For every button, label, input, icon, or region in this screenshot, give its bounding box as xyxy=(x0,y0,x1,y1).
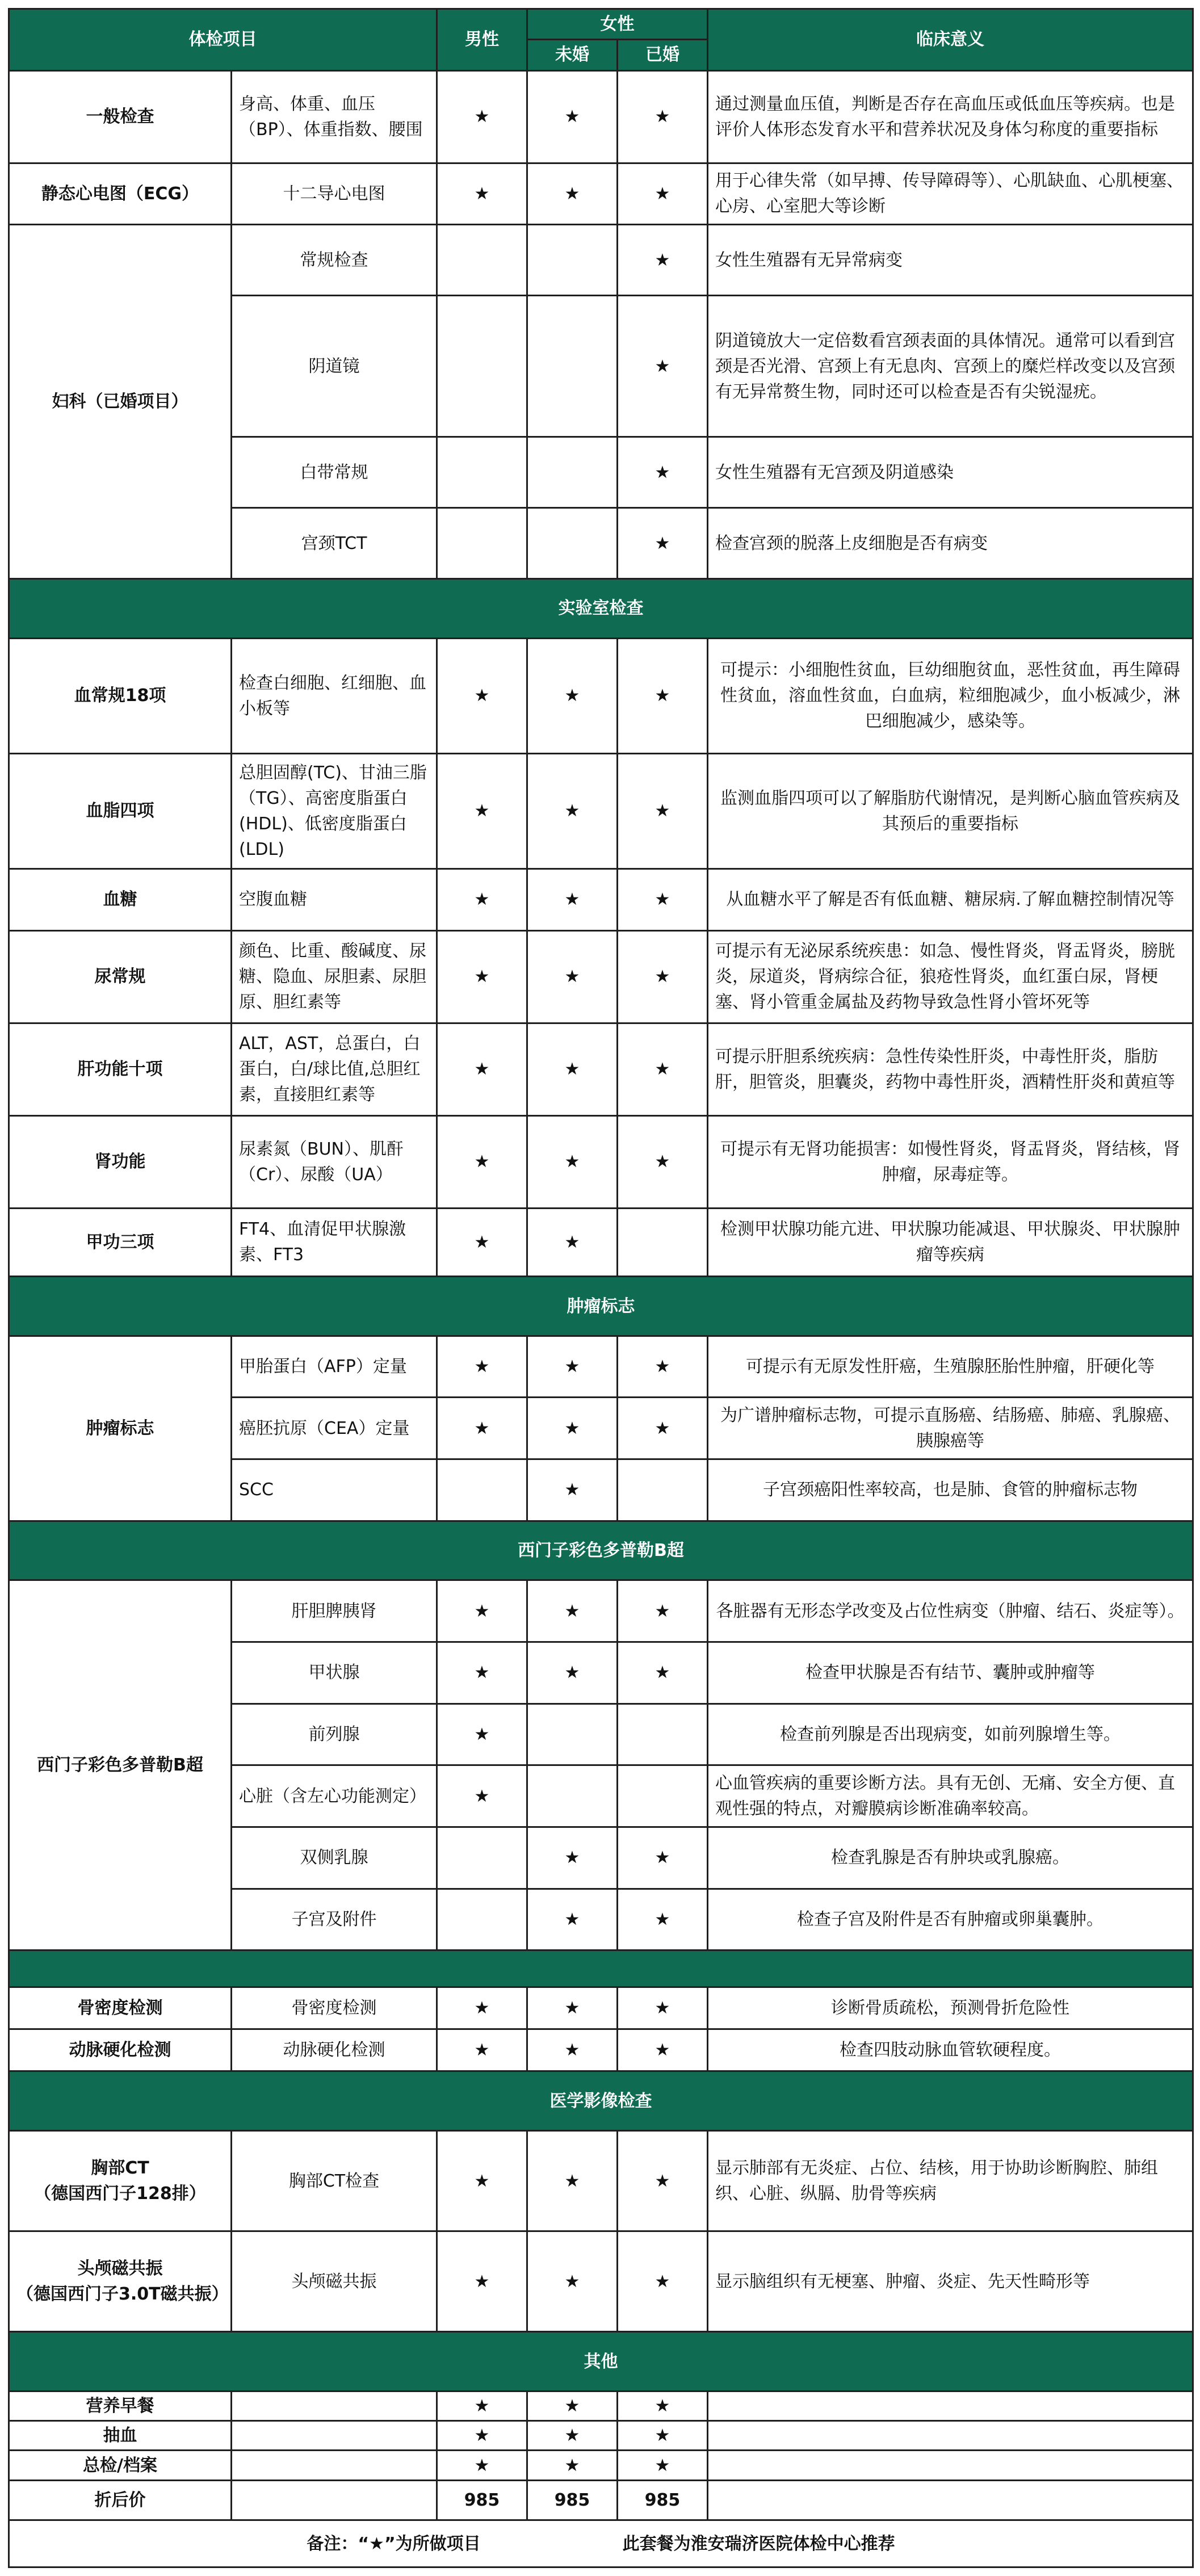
exam-name xyxy=(9,2131,232,2231)
mark-married: ★ xyxy=(618,225,708,296)
mark-unmarried: ★ xyxy=(527,1459,618,1521)
mark-unmarried: ★ xyxy=(527,1827,618,1889)
exam-name: 骨密度检测 xyxy=(9,1987,232,2029)
exam-item: 常规检查 xyxy=(232,225,437,296)
mark-married: ★ xyxy=(618,1827,708,1889)
row-price xyxy=(9,2480,1193,2520)
clinical-meaning xyxy=(708,2480,1193,2520)
mark-unmarried: ★ xyxy=(527,2029,618,2071)
mark-married: ★ xyxy=(618,1115,708,1208)
mark-male: ★ xyxy=(437,1987,527,2029)
recommend-note: 此套餐为淮安瑞济医院体检中心推荐 xyxy=(622,2533,895,2554)
exam-item: 宫颈TCT xyxy=(232,508,437,579)
mark-unmarried: ★ xyxy=(527,2451,618,2480)
section-other: 其他 xyxy=(9,2332,1193,2392)
row-us-1 xyxy=(9,1580,1193,1642)
exam-item: 子宫及附件 xyxy=(232,1889,437,1950)
mark-unmarried: ★ xyxy=(527,1987,618,2029)
mark-male: ★ xyxy=(437,2231,527,2332)
exam-item: 动脉硬化检测 xyxy=(232,2029,437,2071)
exam-item: 尿素氮（BUN）、肌酐（Cr）、尿酸（UA） xyxy=(232,1115,437,1208)
exam-item: 肝胆脾胰肾 xyxy=(232,1580,437,1642)
row-ct xyxy=(9,2131,1193,2231)
row-mri xyxy=(9,2231,1193,2332)
mark-male: ★ xyxy=(437,2421,527,2451)
mark-married: ★ xyxy=(618,2391,708,2420)
mark-male: ★ xyxy=(437,2131,527,2231)
row-gyn-1 xyxy=(9,225,1193,296)
clinical-meaning: 可提示有无肾功能损害：如慢性肾炎，肾盂肾炎，肾结核，肾肿瘤，尿毒症等。 xyxy=(708,1115,1193,1208)
mark-male: ★ xyxy=(437,1336,527,1398)
mark-married: ★ xyxy=(618,437,708,508)
exam-item xyxy=(232,2391,437,2420)
mark-married: ★ xyxy=(618,930,708,1023)
mark-married xyxy=(618,1459,708,1521)
mark-unmarried: ★ xyxy=(527,638,618,753)
mark-unmarried: ★ xyxy=(527,1336,618,1398)
mark-married: ★ xyxy=(618,2029,708,2071)
exam-item: 心脏（含左心功能测定） xyxy=(232,1765,437,1827)
clinical-meaning: 检查甲状腺是否有结节、囊肿或肿瘤等 xyxy=(708,1642,1193,1704)
exam-item: 检查白细胞、红细胞、血小板等 xyxy=(232,638,437,753)
mark-married: ★ xyxy=(618,2231,708,2332)
exam-name: 血脂四项 xyxy=(9,753,232,869)
exam-name: 肾功能 xyxy=(9,1115,232,1208)
mark-married: ★ xyxy=(618,70,708,163)
section-blank xyxy=(9,1950,1193,1987)
clinical-meaning: 检查前列腺是否出现病变，如前列腺增生等。 xyxy=(708,1704,1193,1765)
row-glucose xyxy=(9,869,1193,930)
mark-unmarried: ★ xyxy=(527,163,618,225)
row-bone xyxy=(9,1987,1193,2029)
mark-married: ★ xyxy=(618,1023,708,1115)
mark-male xyxy=(437,508,527,579)
section-tumor: 肿瘤标志 xyxy=(9,1277,1193,1336)
mark-male: ★ xyxy=(437,1642,527,1704)
mark-married: ★ xyxy=(618,295,708,437)
mark-unmarried: ★ xyxy=(527,1398,618,1459)
mark-unmarried xyxy=(527,295,618,437)
mark-married: ★ xyxy=(618,163,708,225)
exam-item: 甲胎蛋白（AFP）定量 xyxy=(232,1336,437,1398)
price-married: 985 xyxy=(618,2480,708,2520)
exam-name-line2: （德国西门子3.0T磁共振） xyxy=(16,2284,229,2305)
mark-unmarried: ★ xyxy=(527,869,618,930)
exam-item: 双侧乳腺 xyxy=(232,1827,437,1889)
exam-item: 身高、体重、血压（BP）、体重指数、腰围 xyxy=(232,70,437,163)
checkup-package-table xyxy=(8,8,1194,2568)
mark-married: ★ xyxy=(618,753,708,869)
mark-unmarried xyxy=(527,1765,618,1827)
clinical-meaning: 女性生殖器有无异常病变 xyxy=(708,225,1193,296)
row-breakfast xyxy=(9,2391,1193,2420)
exam-item: 十二导心电图 xyxy=(232,163,437,225)
section-lab: 实验室检查 xyxy=(9,578,1193,638)
exam-item: ALT，AST，总蛋白，白蛋白，白/球比值,总胆红素，直接胆红素等 xyxy=(232,1023,437,1115)
mark-married: ★ xyxy=(618,1642,708,1704)
exam-name: 西门子彩色多普勒B超 xyxy=(9,1580,232,1950)
exam-item: 头颅磁共振 xyxy=(232,2231,437,2332)
exam-name: 血糖 xyxy=(9,869,232,930)
clinical-meaning: 阴道镜放大一定倍数看宫颈表面的具体情况。通常可以看到宫颈是否光滑、宫颈上有无息肉、宫颈上的糜烂样改变以及宫颈有无异常赘生物，同时还可以检查是否有尖锐湿疣。 xyxy=(708,295,1193,437)
exam-item: 阴道镜 xyxy=(232,295,437,437)
header-meaning: 临床意义 xyxy=(708,9,1193,71)
clinical-meaning: 检查乳腺是否有肿块或乳腺癌。 xyxy=(708,1827,1193,1889)
mark-married: ★ xyxy=(618,2421,708,2451)
mark-male xyxy=(437,1827,527,1889)
mark-male: ★ xyxy=(437,2029,527,2071)
mark-married: ★ xyxy=(618,1336,708,1398)
mark-unmarried: ★ xyxy=(527,2131,618,2231)
mark-male: ★ xyxy=(437,70,527,163)
row-lipid xyxy=(9,753,1193,869)
clinical-meaning: 各脏器有无形态学改变及占位性病变（肿瘤、结石、炎症等）。 xyxy=(708,1580,1193,1642)
clinical-meaning: 女性生殖器有无宫颈及阴道感染 xyxy=(708,437,1193,508)
exam-name: 甲功三项 xyxy=(9,1208,232,1277)
mark-unmarried: ★ xyxy=(527,1642,618,1704)
mark-male: ★ xyxy=(437,753,527,869)
mark-unmarried xyxy=(527,1704,618,1765)
mark-married xyxy=(618,1765,708,1827)
mark-male: ★ xyxy=(437,638,527,753)
mark-male: ★ xyxy=(437,869,527,930)
clinical-meaning: 可提示肝胆系统疾病：急性传染性肝炎，中毒性肝炎，脂肪肝，胆管炎，胆囊炎，药物中毒性肝炎，酒精性肝炎和黄疸等 xyxy=(708,1023,1193,1115)
mark-married: ★ xyxy=(618,1889,708,1950)
mark-unmarried: ★ xyxy=(527,1115,618,1208)
clinical-meaning: 心血管疾病的重要诊断方法。具有无创、无痛、安全方便、直观性强的特点，对瓣膜病诊断准确率较高。 xyxy=(708,1765,1193,1827)
header-married: 已婚 xyxy=(618,40,708,70)
exam-item: 胸部CT检查 xyxy=(232,2131,437,2231)
mark-unmarried: ★ xyxy=(527,1580,618,1642)
exam-item: SCC xyxy=(232,1459,437,1521)
exam-item: 前列腺 xyxy=(232,1704,437,1765)
mark-married xyxy=(618,1208,708,1277)
exam-item: FT4、血清促甲状腺激素、FT3 xyxy=(232,1208,437,1277)
mark-male xyxy=(437,295,527,437)
mark-married xyxy=(618,1704,708,1765)
section-imaging: 医学影像检查 xyxy=(9,2071,1193,2131)
mark-married: ★ xyxy=(618,1987,708,2029)
mark-male: ★ xyxy=(437,1580,527,1642)
mark-male: ★ xyxy=(437,163,527,225)
clinical-meaning: 用于心律失常（如早搏、传导障碍等）、心肌缺血、心肌梗塞、心房、心室肥大等诊断 xyxy=(708,163,1193,225)
row-artery xyxy=(9,2029,1193,2071)
mark-unmarried xyxy=(527,508,618,579)
exam-name-line2: （德国西门子128排） xyxy=(34,2184,206,2204)
exam-item: 颜色、比重、酸碱度、尿糖、隐血、尿胆素、尿胆原、胆红素等 xyxy=(232,930,437,1023)
price-label: 折后价 xyxy=(9,2480,232,2520)
mark-married: ★ xyxy=(618,508,708,579)
mark-unmarried: ★ xyxy=(527,1208,618,1277)
row-tumor-1 xyxy=(9,1336,1193,1398)
clinical-meaning: 诊断骨质疏松，预测骨折危险性 xyxy=(708,1987,1193,2029)
mark-unmarried: ★ xyxy=(527,2231,618,2332)
mark-male: ★ xyxy=(437,1704,527,1765)
mark-married: ★ xyxy=(618,2131,708,2231)
mark-married: ★ xyxy=(618,2451,708,2480)
legend-note: 备注：“★”为所做项目 xyxy=(307,2533,481,2554)
mark-unmarried xyxy=(527,437,618,508)
mark-male xyxy=(437,225,527,296)
mark-unmarried xyxy=(527,225,618,296)
exam-item: 甲状腺 xyxy=(232,1642,437,1704)
exam-name-line1: 头颅磁共振 xyxy=(77,2259,163,2279)
exam-name: 肝功能十项 xyxy=(9,1023,232,1115)
clinical-meaning: 为广谱肿瘤标志物，可提示直肠癌、结肠癌、肺癌、乳腺癌、胰腺癌等 xyxy=(708,1398,1193,1459)
mark-male: ★ xyxy=(437,2391,527,2420)
mark-male xyxy=(437,437,527,508)
exam-item: 癌胚抗原（CEA）定量 xyxy=(232,1398,437,1459)
exam-name: 静态心电图（ECG） xyxy=(9,163,232,225)
mark-unmarried: ★ xyxy=(527,1889,618,1950)
mark-married: ★ xyxy=(618,869,708,930)
clinical-meaning: 子宫颈癌阳性率较高，也是肺、食管的肿瘤标志物 xyxy=(708,1459,1193,1521)
mark-male: ★ xyxy=(437,1023,527,1115)
mark-male xyxy=(437,1459,527,1521)
exam-name: 妇科（已婚项目） xyxy=(9,225,232,579)
clinical-meaning xyxy=(708,2421,1193,2451)
footer-note xyxy=(9,2520,1193,2567)
clinical-meaning: 检查子宫及附件是否有肿瘤或卵巢囊肿。 xyxy=(708,1889,1193,1950)
clinical-meaning xyxy=(708,2391,1193,2420)
mark-married: ★ xyxy=(618,1398,708,1459)
price-male: 985 xyxy=(437,2480,527,2520)
clinical-meaning: 检查四肢动脉血管软硬程度。 xyxy=(708,2029,1193,2071)
mark-male: ★ xyxy=(437,1765,527,1827)
mark-married: ★ xyxy=(618,638,708,753)
row-ecg xyxy=(9,163,1193,225)
clinical-meaning: 检测甲状腺功能亢进、甲状腺功能减退、甲状腺炎、甲状腺肿瘤等疾病 xyxy=(708,1208,1193,1277)
clinical-meaning: 检查宫颈的脱落上皮细胞是否有病变 xyxy=(708,508,1193,579)
clinical-meaning: 显示肺部有无炎症、占位、结核，用于协助诊断胸腔、肺组织、心脏、纵膈、肋骨等疾病 xyxy=(708,2131,1193,2231)
header-male: 男性 xyxy=(437,9,527,71)
header-unmarried: 未婚 xyxy=(527,40,618,70)
mark-unmarried: ★ xyxy=(527,2391,618,2420)
exam-name: 营养早餐 xyxy=(9,2391,232,2420)
mark-unmarried: ★ xyxy=(527,930,618,1023)
section-ultrasound: 西门子彩色多普勒B超 xyxy=(9,1521,1193,1580)
clinical-meaning: 可提示：小细胞性贫血，巨幼细胞贫血，恶性贫血，再生障碍性贫血，溶血性贫血，白血病，粒细胞减少，血小板减少，淋巴细胞减少，感染等。 xyxy=(708,638,1193,753)
mark-unmarried: ★ xyxy=(527,753,618,869)
row-liver xyxy=(9,1023,1193,1115)
mark-married: ★ xyxy=(618,1580,708,1642)
mark-unmarried: ★ xyxy=(527,2421,618,2451)
exam-item: 总胆固醇(TC)、甘油三脂（TG）、高密度脂蛋白(HDL)、低密度脂蛋白(LDL) xyxy=(232,753,437,869)
mark-male: ★ xyxy=(437,2451,527,2480)
exam-item: 骨密度检测 xyxy=(232,1987,437,2029)
mark-male: ★ xyxy=(437,1398,527,1459)
mark-male xyxy=(437,1889,527,1950)
mark-male: ★ xyxy=(437,1208,527,1277)
row-urine xyxy=(9,930,1193,1023)
exam-item: 白带常规 xyxy=(232,437,437,508)
exam-item: 空腹血糖 xyxy=(232,869,437,930)
clinical-meaning: 可提示有无泌尿系统疾患：如急、慢性肾炎，肾盂肾炎，膀胱炎，尿道炎，肾病综合征，狼疮性肾炎，血红蛋白尿，肾梗塞、肾小管重金属盐及药物导致急性肾小管坏死等 xyxy=(708,930,1193,1023)
exam-item xyxy=(232,2480,437,2520)
row-draw xyxy=(9,2421,1193,2451)
price-unmarried: 985 xyxy=(527,2480,618,2520)
row-general xyxy=(9,70,1193,163)
row-blood18 xyxy=(9,638,1193,753)
row-kidney xyxy=(9,1115,1193,1208)
mark-male: ★ xyxy=(437,930,527,1023)
exam-name-line1: 胸部CT xyxy=(91,2158,149,2179)
exam-name: 总检/档案 xyxy=(9,2451,232,2480)
clinical-meaning: 监测血脂四项可以了解脂肪代谢情况，是判断心脑血管疾病及其预后的重要指标 xyxy=(708,753,1193,869)
clinical-meaning: 显示脑组织有无梗塞、肿瘤、炎症、先天性畸形等 xyxy=(708,2231,1193,2332)
row-thyroid3 xyxy=(9,1208,1193,1277)
header-female: 女性 xyxy=(527,9,708,40)
exam-name: 动脉硬化检测 xyxy=(9,2029,232,2071)
exam-name: 肿瘤标志 xyxy=(9,1336,232,1521)
exam-name: 尿常规 xyxy=(9,930,232,1023)
header-item: 体检项目 xyxy=(9,9,437,71)
exam-item xyxy=(232,2421,437,2451)
exam-name: 一般检查 xyxy=(9,70,232,163)
exam-name: 抽血 xyxy=(9,2421,232,2451)
exam-name xyxy=(9,2231,232,2332)
clinical-meaning: 从血糖水平了解是否有低血糖、糖尿病.了解血糖控制情况等 xyxy=(708,869,1193,930)
mark-male: ★ xyxy=(437,1115,527,1208)
mark-unmarried: ★ xyxy=(527,1023,618,1115)
clinical-meaning: 可提示有无原发性肝癌，生殖腺胚胎性肿瘤，肝硬化等 xyxy=(708,1336,1193,1398)
clinical-meaning: 通过测量血压值，判断是否存在高血压或低血压等疾病。也是评价人体形态发育水平和营养状况及身体匀称度的重要指标 xyxy=(708,70,1193,163)
mark-unmarried: ★ xyxy=(527,70,618,163)
row-summary xyxy=(9,2451,1193,2480)
exam-item xyxy=(232,2451,437,2480)
clinical-meaning xyxy=(708,2451,1193,2480)
exam-name: 血常规18项 xyxy=(9,638,232,753)
